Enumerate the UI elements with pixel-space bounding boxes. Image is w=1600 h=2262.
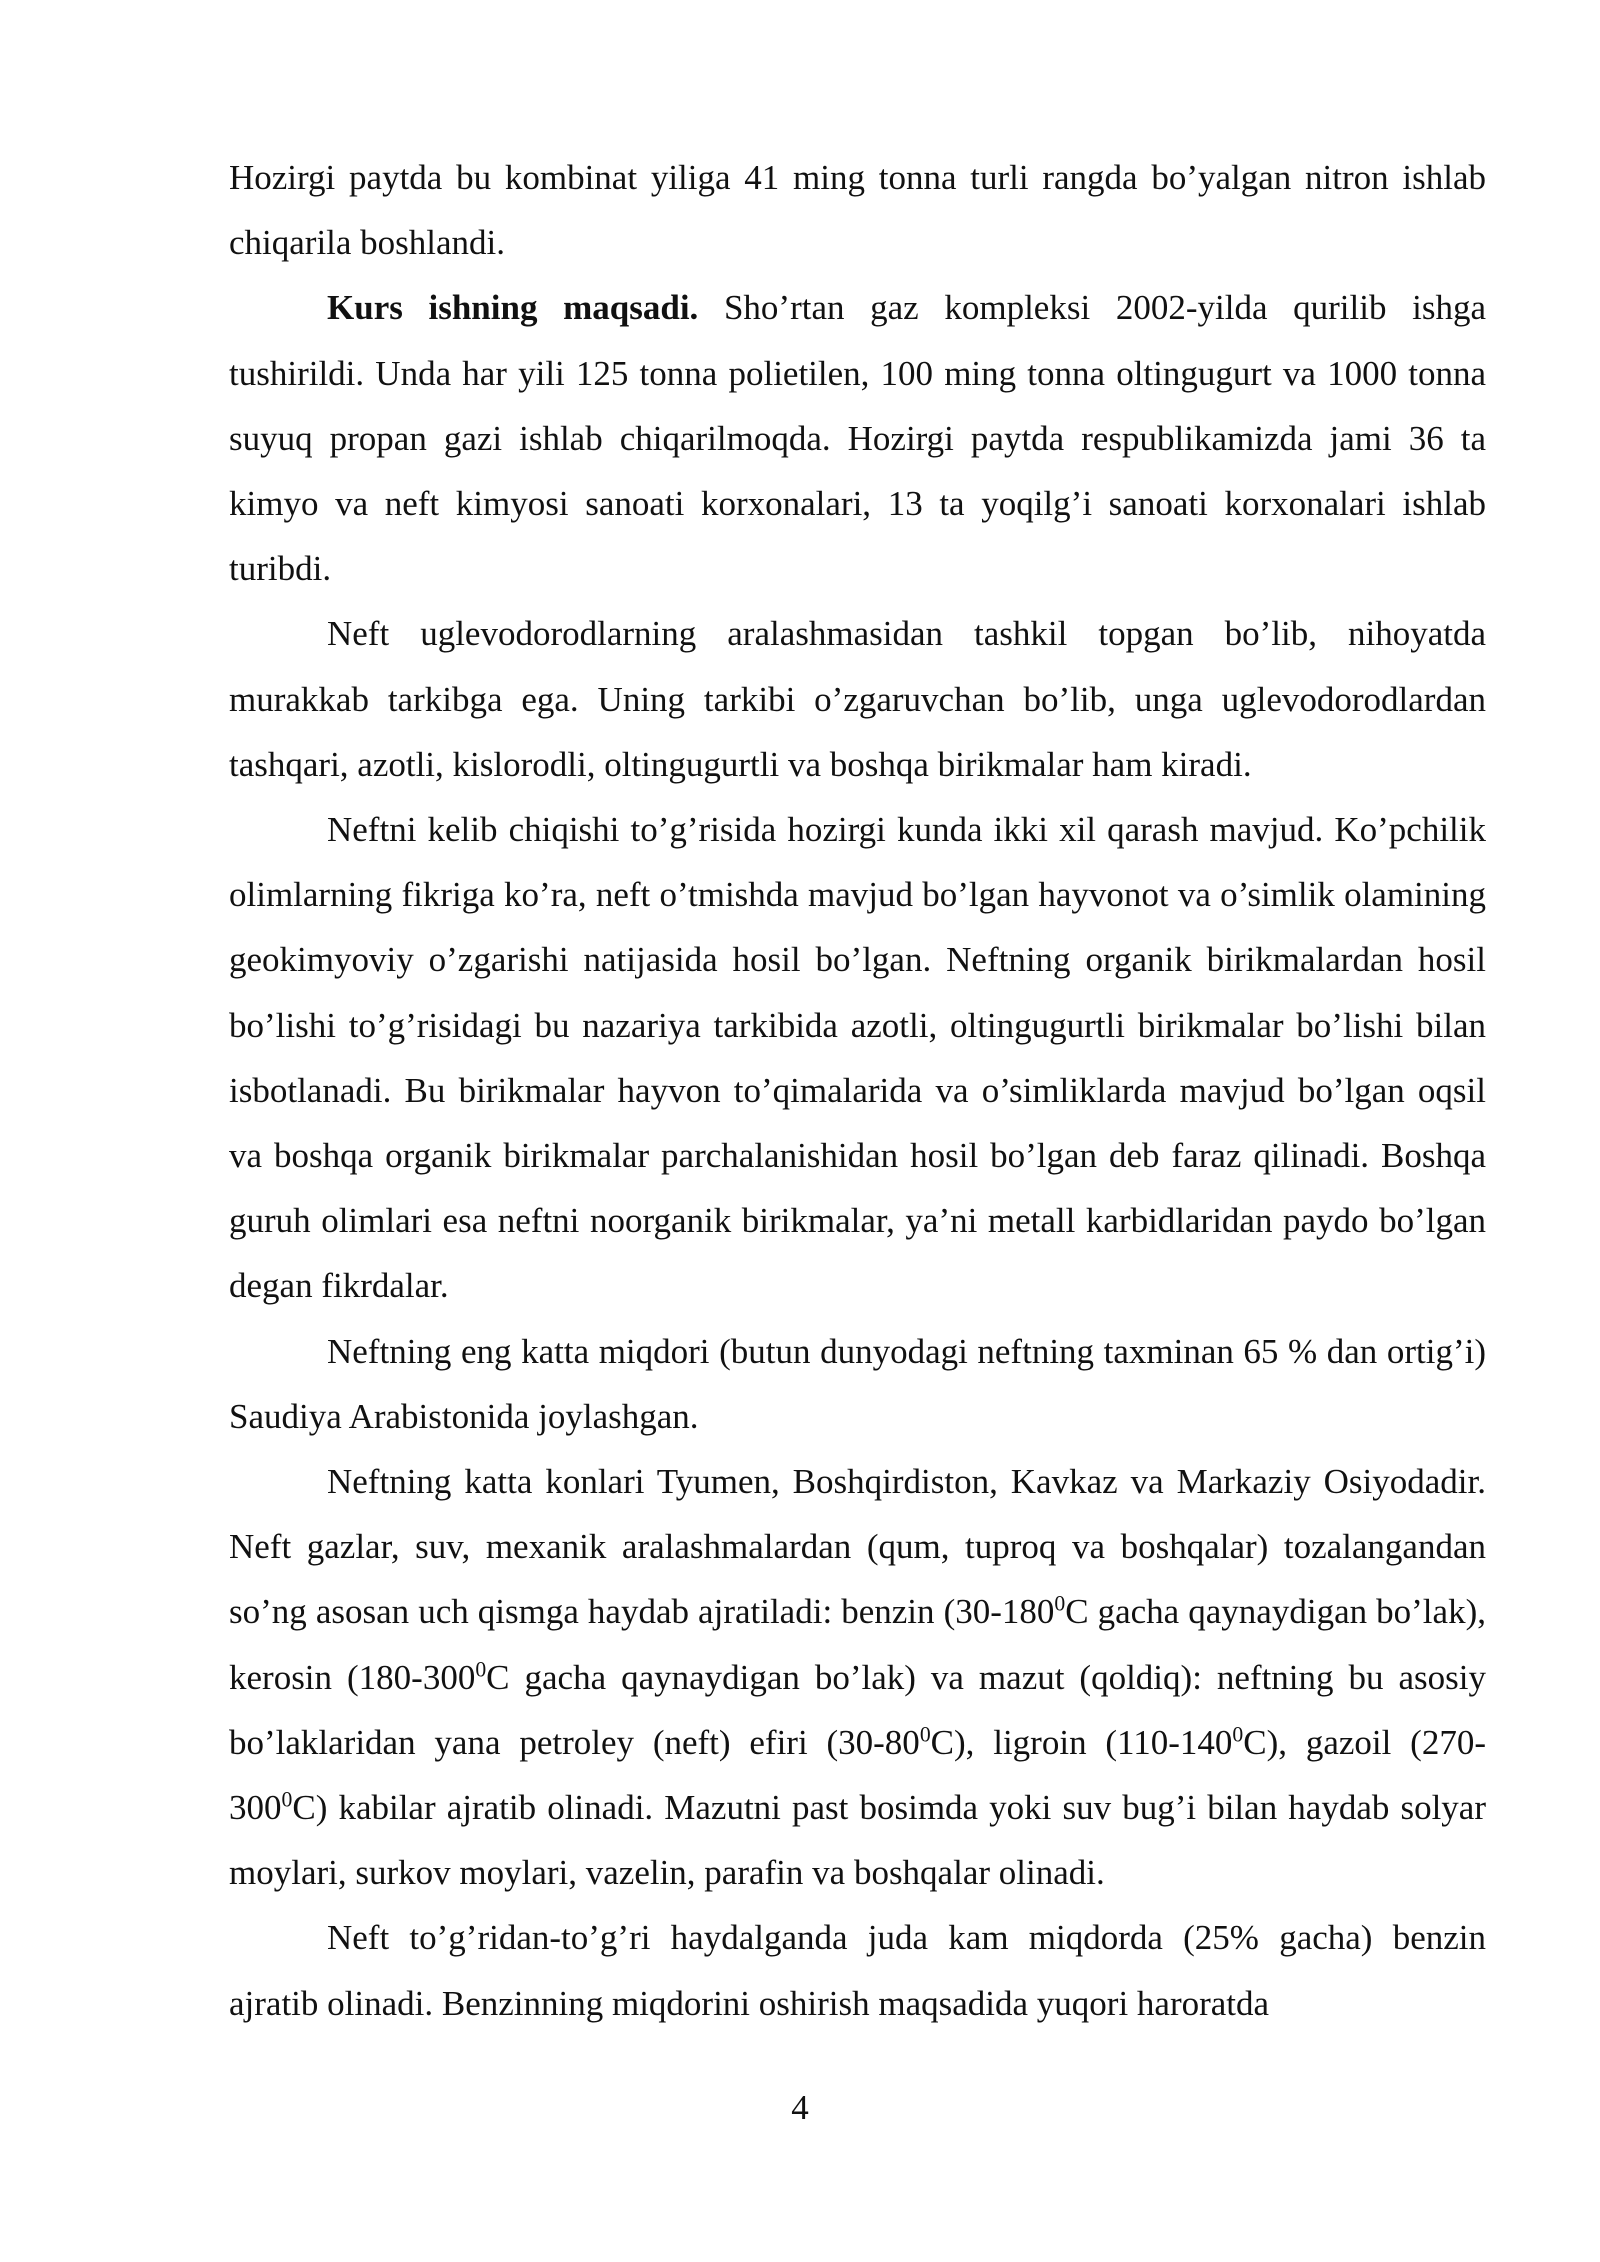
paragraph-2-text: Sho’rtan gaz kompleksi 2002-yilda qurilib ishga tushirildi. Unda har yili 125 tonna polietilen, 100 ming tonna oltingugurt va 1000 tonna suyuq propan gazi ishlab chiqarilmoqda. Hozirgi paytda respublikamizda jami 36 ta kimyo va neft kimyosi sanoati korxonalari, 13 ta yoqilg’i sanoati korxonalari ishlab turibdi.	[229, 288, 1486, 589]
paragraph-5-text: Neftning eng katta miqdori (butun dunyodagi neftning taxminan 65 % dan ortig’i) Saudiya Arabistonida joylashgan.	[229, 1331, 1486, 1436]
paragraph-6-text: Neftning katta konlari Tyumen, Boshqirdiston, Kavkaz va Markaziy Osiyodadir. Neft gazlar, suv, mexanik aralashmalardan (qum, tuproq va boshqalar) tozalangandan so’ng asosan uch qismga haydab ajratiladi: benzin (30-180	[229, 1462, 1486, 1632]
degree-superscript: 0	[1232, 1722, 1244, 1747]
paragraph-1-text: Hozirgi paytda bu kombinat yiliga 41 ming tonna turli rangda bo’yalgan nitron ishlab chiqarila boshlandi.	[229, 158, 1486, 263]
paragraph-6-text: C gacha qaynaydigan bo’lak), kerosin (180-300	[229, 1592, 1486, 1697]
paragraph-4-text: Neftni kelib chiqishi to’g’risida hozirgi kunda ikki xil qarash mavjud. Ko’pchilik olimlarning fikriga ko’ra, neft o’tmishda mavjud bo’lgan hayvonot va o’simlik olamining geokimyoviy o’zgarishi natijasida hosil bo’lgan. Neftning organik birikmalardan hosil bo’lishi to’g’risidagi bu nazariya tarkibida azotli, oltingugurtli birikmalar bo’lishi bilan isbotlanadi. Bu birikmalar hayvon to’qimalarida va o’simliklarda mavjud bo’lgan oqsil va boshqa organik birikmalar parchalanishidan hosil bo’lgan deb faraz qilinadi. Boshqa guruh olimlari esa neftni noorganik birikmalar, ya’ni metall karbidlaridan paydo bo’lgan degan fikrdalar.	[229, 810, 1486, 1306]
paragraph-2	[229, 275, 1486, 601]
paragraph-5	[229, 1319, 1486, 1449]
paragraph-3-text: Neft uglevodorodlarning aralashmasidan tashkil topgan bo’lib, nihoyatda murakkab tarkibga ega. Uning tarkibi o’zgaruvchan bo’lib, unga uglevodorodlardan tashqari, azotli, kislorodli, oltingugurtli va boshqa birikmalar ham kiradi.	[229, 614, 1486, 784]
paragraph-7	[229, 1905, 1486, 2035]
paragraph-6-text: C), ligroin (110-140	[930, 1722, 1233, 1762]
degree-superscript: 0	[475, 1657, 487, 1682]
paragraph-6-text: C) kabilar ajratib olinadi. Mazutni past bosimda yoki suv bug’i bilan haydab solyar moylari, surkov moylari, vazelin, parafin va boshqalar olinadi.	[229, 1788, 1486, 1893]
paragraph-6-text: C gacha qaynaydigan bo’lak) va mazut (qoldiq): neftning bu asosiy bo’laklaridan yana petroley (neft) efiri (30-80	[229, 1657, 1486, 1762]
paragraph-7-text: Neft to’g’ridan-to’g’ri haydalganda juda kam miqdorda (25% gacha) benzin ajratib olinadi. Benzinning miqdorini oshirish maqsadida yuqori haroratda	[229, 1918, 1486, 2023]
paragraph-6	[229, 1449, 1486, 1905]
document-page	[229, 145, 1486, 2036]
degree-superscript: 0	[1054, 1591, 1066, 1616]
section-heading-course-goal: Kurs ishning maqsadi.	[327, 288, 699, 328]
page-number: 4	[791, 2088, 809, 2127]
degree-superscript: 0	[281, 1787, 293, 1812]
paragraph-4	[229, 797, 1486, 1319]
paragraph-6-text: C), gazoil (270-300	[229, 1722, 1486, 1828]
degree-superscript: 0	[919, 1722, 931, 1747]
paragraph-1	[229, 145, 1486, 275]
paragraph-3	[229, 601, 1486, 797]
